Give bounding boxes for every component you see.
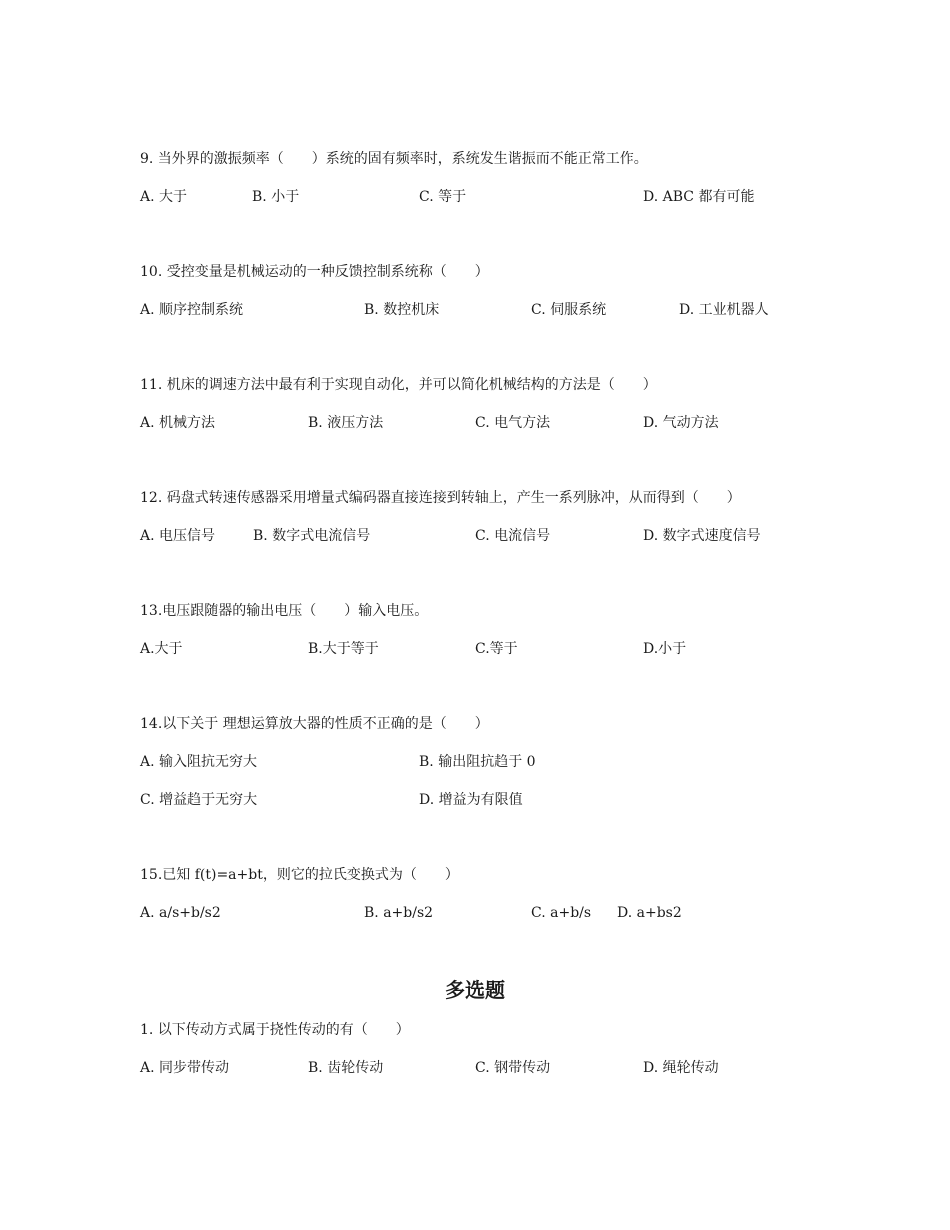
question-11-option-d: D. 气动方法 — [643, 415, 719, 431]
multi-question-1-option-b: B. 齿轮传动 — [308, 1060, 384, 1076]
question-13-option-b: B.大于等于 — [308, 641, 379, 657]
question-9-stem: 9. 当外界的激振频率（ ）系统的固有频率时，系统发生谐振而不能正常工作。 — [140, 151, 648, 167]
question-13-option-d: D.小于 — [643, 641, 687, 657]
question-13-option-c: C.等于 — [475, 641, 518, 657]
question-9-option-a: A. 大于 — [140, 189, 188, 205]
question-10-option-c: C. 伺服系统 — [531, 302, 607, 318]
question-10-option-b: B. 数控机床 — [364, 302, 440, 318]
question-9-option-b: B. 小于 — [252, 189, 300, 205]
section-title-multiple-choice: 多选题 — [445, 978, 505, 1002]
question-13-option-a: A.大于 — [140, 641, 183, 657]
question-14-option-c: C. 增益趋于无穷大 — [140, 792, 258, 808]
question-10-option-a: A. 顺序控制系统 — [140, 302, 244, 318]
question-15-option-d: D. a+bs2 — [617, 905, 682, 921]
question-11-stem: 11. 机床的调速方法中最有利于实现自动化，并可以简化机械结构的方法是（ ） — [140, 377, 657, 393]
multi-question-1-option-d: D. 绳轮传动 — [643, 1060, 719, 1076]
question-10-stem: 10. 受控变量是机械运动的一种反馈控制系统称（ ） — [140, 264, 489, 280]
question-12-option-b: B. 数字式电流信号 — [253, 528, 371, 544]
question-14-option-b: B. 输出阻抗趋于 0 — [419, 754, 536, 770]
question-9-option-d: D. ABC 都有可能 — [643, 189, 755, 205]
question-15-option-b: B. a+b/s2 — [364, 905, 434, 921]
question-10-option-d: D. 工业机器人 — [679, 302, 769, 318]
question-12-option-c: C. 电流信号 — [475, 528, 551, 544]
question-14-option-d: D. 增益为有限值 — [419, 792, 523, 808]
question-12-stem: 12. 码盘式转速传感器采用增量式编码器直接连接到转轴上，产生一系列脉冲，从而得到（ ） — [140, 490, 741, 506]
question-14-stem: 14.以下关于 理想运算放大器的性质不正确的是（ ） — [140, 716, 489, 732]
question-11-option-b: B. 液压方法 — [308, 415, 384, 431]
question-12-option-d: D. 数字式速度信号 — [643, 528, 761, 544]
multi-question-1-option-c: C. 钢带传动 — [475, 1060, 551, 1076]
question-15-stem: 15.已知 f(t)=a+bt，则它的拉氏变换式为（ ） — [140, 867, 459, 883]
question-15-option-c: C. a+b/s — [531, 905, 592, 921]
multi-question-1-option-a: A. 同步带传动 — [140, 1060, 230, 1076]
question-11-option-c: C. 电气方法 — [475, 415, 551, 431]
question-14-option-a: A. 输入阻抗无穷大 — [140, 754, 258, 770]
question-12-option-a: A. 电压信号 — [140, 528, 216, 544]
question-9-option-c: C. 等于 — [419, 189, 467, 205]
question-13-stem: 13.电压跟随器的输出电压（ ）输入电压。 — [140, 603, 429, 619]
question-15-option-a: A. a/s+b/s2 — [140, 905, 221, 921]
question-11-option-a: A. 机械方法 — [140, 415, 216, 431]
multi-question-1-stem: 1. 以下传动方式属于挠性传动的有（ ） — [140, 1022, 410, 1038]
